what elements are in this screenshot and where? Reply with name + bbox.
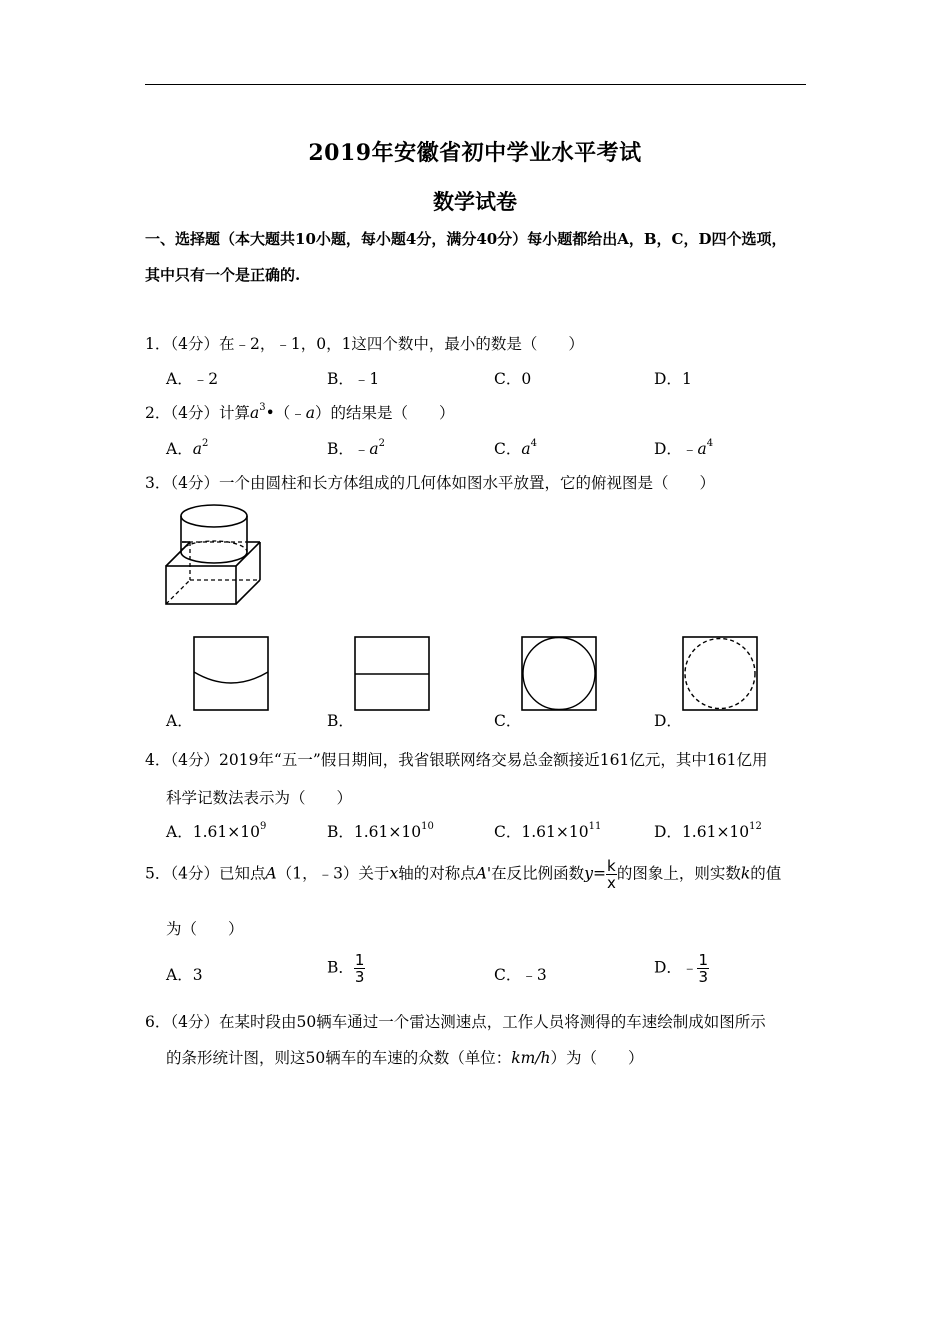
option-value: 1 xyxy=(681,370,692,388)
q3-option-d-figure xyxy=(682,636,758,711)
point-a: A xyxy=(265,864,277,883)
option-base: a xyxy=(369,440,379,458)
option-base: a xyxy=(521,440,531,458)
option-label: D． xyxy=(654,823,682,841)
variable-a: a xyxy=(250,404,260,422)
fraction-numerator: k xyxy=(607,857,616,875)
option-exponent: 11 xyxy=(588,820,602,832)
q2-option-b xyxy=(327,437,385,459)
option-exponent: 2 xyxy=(378,437,386,449)
question-text: （4分）一个由圆柱和长方体组成的几何体如图水平放置，它的俯视图是（ ） xyxy=(170,474,715,492)
header-rule xyxy=(145,84,806,85)
question-text: ）为（ ） xyxy=(550,1049,644,1067)
fraction-denominator: x xyxy=(606,874,616,892)
variable-a: a xyxy=(305,404,316,422)
option-value: ﹣2 xyxy=(192,370,219,388)
q3-option-b-figure xyxy=(354,636,430,711)
equals-sign: = xyxy=(592,864,606,883)
question-3 xyxy=(145,471,715,493)
fraction-denominator: 3 xyxy=(354,968,365,986)
option-exponent: 4 xyxy=(706,437,714,449)
q4-option-c xyxy=(494,820,601,842)
option-label: C． xyxy=(494,823,522,841)
q4-option-d xyxy=(654,820,762,842)
question-text: 轴的对称点 xyxy=(398,864,476,883)
question-number: 5． xyxy=(145,864,171,883)
option-label: D． xyxy=(654,370,682,388)
q5-option-c xyxy=(494,963,547,985)
fraction-one-third xyxy=(697,952,709,985)
q2-option-d xyxy=(654,437,713,459)
question-number: 3． xyxy=(145,474,171,492)
solid-figure-diagram xyxy=(160,500,270,610)
variable-x: x xyxy=(389,864,399,883)
question-text: 的值 xyxy=(750,864,782,883)
option-sign: ﹣ xyxy=(681,958,698,977)
section-instructions-line2: 其中只有一个是正确的. xyxy=(145,266,301,284)
q3-option-d: D． xyxy=(654,712,682,730)
q3-option-c-figure xyxy=(521,636,597,711)
option-exponent: 4 xyxy=(530,437,537,449)
question-text: （4分）2019年“五一”假日期间，我省银联网络交易总金额接近161亿元，其中161亿用 xyxy=(170,751,768,769)
question-number: 6． xyxy=(145,1013,171,1031)
question-text: （4分）在某时段由50辆车通过一个雷达测速点，工作人员将测得的车速绘制成如图所示 xyxy=(170,1013,766,1031)
option-label: C． xyxy=(494,440,522,458)
option-label: C． xyxy=(494,966,522,984)
question-4 xyxy=(145,748,767,770)
q5-option-a xyxy=(166,963,203,985)
question-text: 的条形统计图，则这50辆车的车速的众数（单位： xyxy=(166,1049,512,1067)
option-base: a xyxy=(697,440,707,458)
option-label: B． xyxy=(327,370,354,388)
option-exponent: 2 xyxy=(201,437,209,449)
option-label: B． xyxy=(327,958,354,977)
exponent: 3 xyxy=(259,401,266,413)
option-exponent: 10 xyxy=(421,820,434,832)
question-5 xyxy=(145,858,781,891)
option-label: A． xyxy=(166,823,193,841)
point-a-prime: A' xyxy=(475,864,492,883)
option-label: C． xyxy=(494,370,522,388)
question-1 xyxy=(145,332,584,354)
variable-y: y xyxy=(584,864,593,883)
option-label: A． xyxy=(166,966,193,984)
q1-option-c xyxy=(494,367,531,389)
q1-option-d xyxy=(654,367,692,389)
question-text-mid: •（﹣ xyxy=(265,404,306,422)
fraction-one-third xyxy=(354,952,366,985)
option-exponent: 9 xyxy=(259,820,267,832)
q1-option-b xyxy=(327,367,379,389)
question-2 xyxy=(145,401,455,423)
option-label: B． xyxy=(327,823,354,841)
question-4-line2: 科学记数法表示为（ ） xyxy=(166,789,353,807)
question-number: 4． xyxy=(145,751,171,769)
question-text: 的图象上，则实数 xyxy=(616,864,741,883)
question-5-line2: 为（ ） xyxy=(166,920,244,938)
question-6 xyxy=(145,1010,766,1032)
q4-option-a xyxy=(166,820,266,842)
q2-option-c xyxy=(494,437,537,459)
q3-option-c: C． xyxy=(494,712,522,730)
option-exponent: 12 xyxy=(749,820,762,832)
question-text: （4分）在﹣2，﹣1，0，1这四个数中，最小的数是（ ） xyxy=(170,335,584,353)
q5-option-d xyxy=(654,952,709,985)
option-label: B． xyxy=(327,440,354,458)
question-text: 在反比例函数 xyxy=(491,864,585,883)
option-sign: ﹣ xyxy=(353,440,370,458)
question-text: （1，﹣3）关于 xyxy=(276,864,390,883)
variable-k: k xyxy=(740,864,751,883)
fraction-denominator: 3 xyxy=(698,968,708,986)
option-value: 0 xyxy=(521,370,532,388)
q1-option-a xyxy=(166,367,218,389)
option-label: A． xyxy=(166,440,193,458)
q4-option-b xyxy=(327,820,434,842)
question-number: 2． xyxy=(145,404,171,422)
q5-option-b xyxy=(327,952,365,985)
exam-subtitle: 数学试卷 xyxy=(433,189,517,214)
q3-option-b: B． xyxy=(327,712,354,730)
section-instructions-line1: 一、选择题（本大题共10小题，每小题4分，满分40分）每小题都给出A，B，C，D四个选项， xyxy=(145,230,787,248)
question-text-pre: （4分）计算 xyxy=(170,404,250,422)
option-base: 1.61×10 xyxy=(192,823,260,841)
fraction-k-over-x xyxy=(606,858,617,891)
fraction-numerator: 1 xyxy=(698,951,708,969)
option-value: 3 xyxy=(192,966,203,984)
option-sign: ﹣ xyxy=(681,440,698,458)
option-base: 1.61×10 xyxy=(353,823,422,841)
question-text: （4分）已知点 xyxy=(170,864,266,883)
unit-km-h: km/h xyxy=(511,1049,551,1067)
option-base: 1.61×10 xyxy=(521,823,589,841)
option-value: ﹣3 xyxy=(521,966,547,984)
option-base: a xyxy=(192,440,202,458)
question-6-line2 xyxy=(166,1046,644,1068)
exam-title: 2019年安徽省初中学业水平考试 xyxy=(308,140,642,166)
option-value: ﹣1 xyxy=(353,370,380,388)
option-base: 1.61×10 xyxy=(681,823,750,841)
option-label: D． xyxy=(654,958,682,977)
option-label: D． xyxy=(654,440,682,458)
q2-option-a xyxy=(166,437,208,459)
question-number: 1． xyxy=(145,335,171,353)
q3-option-a-figure xyxy=(193,636,269,711)
option-label: A． xyxy=(166,370,193,388)
q3-option-a: A． xyxy=(166,712,193,730)
question-text-post: ）的结果是（ ） xyxy=(315,404,455,422)
fraction-numerator: 1 xyxy=(354,951,365,969)
